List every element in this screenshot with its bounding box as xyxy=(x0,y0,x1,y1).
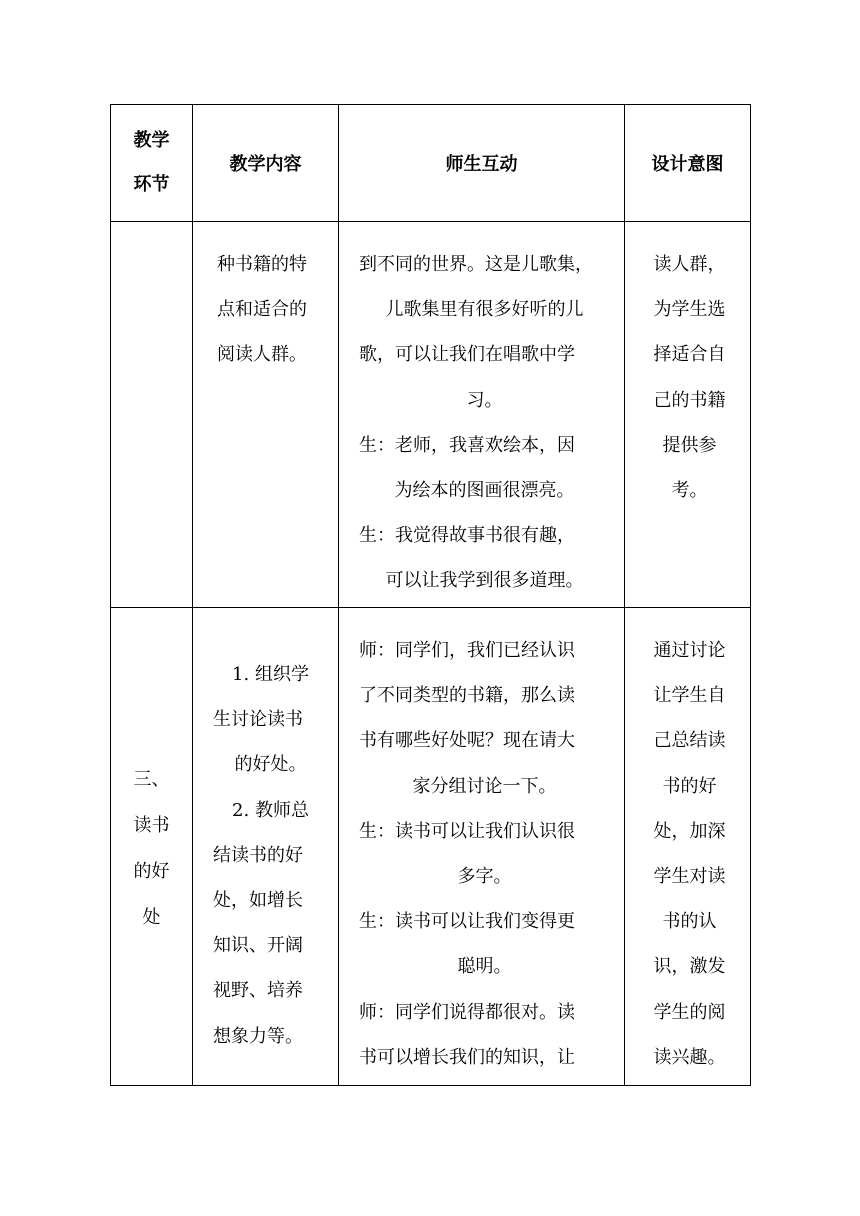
row1-interaction-line: 生：老师，我喜欢绘本，因 xyxy=(359,434,575,456)
row2-stage-line: 的好 xyxy=(133,860,170,882)
row2-stage-cell xyxy=(111,608,193,1086)
row2-intent-line: 识，激发 xyxy=(653,956,726,978)
row2-stage-line: 处 xyxy=(142,906,161,928)
row1-content-line: 种书籍的特 xyxy=(217,254,307,275)
row2-intent-line: 书的认 xyxy=(662,911,717,933)
row2-interaction-line: 聪明。 xyxy=(457,956,512,978)
row2-stage-line: 三、 xyxy=(133,768,170,790)
row2-intent-line: 让学生自 xyxy=(653,685,726,707)
row2-interaction-line: 师：同学们说得都很对。读 xyxy=(359,1001,575,1023)
row2-interaction-line: 书有哪些好处呢？现在请大 xyxy=(359,730,575,752)
header-content: 教学内容 xyxy=(193,105,339,222)
row1-intent-line: 己的书籍 xyxy=(653,389,726,411)
row1-content-cell xyxy=(193,222,339,608)
header-stage-line1: 教学 xyxy=(133,130,170,151)
row2-stage-line: 读书 xyxy=(133,814,170,836)
row2-interaction-line: 了不同类型的书籍，那么读 xyxy=(359,685,575,707)
row1-interaction-cell xyxy=(339,222,625,608)
row1-interaction-line: 习。 xyxy=(466,389,503,411)
row2-content-cell xyxy=(193,608,339,1086)
row1-intent-line: 择适合自 xyxy=(653,344,726,366)
table-row xyxy=(111,222,751,608)
row2-content-line: 结读书的好 xyxy=(213,844,303,866)
row1-intent-line: 考。 xyxy=(671,480,708,502)
row2-intent-cell xyxy=(625,608,751,1086)
header-stage-line2: 环节 xyxy=(133,174,170,195)
row2-interaction-line: 书可以增长我们的知识，让 xyxy=(359,1046,575,1068)
row2-intent-line: 处，加深 xyxy=(653,820,726,842)
row2-intent-line: 通过讨论 xyxy=(653,640,726,661)
row2-interaction-line: 师：同学们，我们已经认识 xyxy=(359,640,575,661)
header-stage xyxy=(111,105,193,222)
header-row xyxy=(111,105,751,222)
row2-intent-line: 学生对读 xyxy=(653,866,726,888)
header-intent: 设计意图 xyxy=(625,105,751,222)
row2-interaction-line: 生：读书可以让我们变得更 xyxy=(359,911,575,933)
header-interaction: 师生互动 xyxy=(339,105,625,222)
row2-interaction-cell xyxy=(339,608,625,1086)
row1-intent-cell xyxy=(625,222,751,608)
row1-content-line: 点和适合的 xyxy=(217,299,307,321)
row1-interaction-line: 生：我觉得故事书很有趣， xyxy=(359,525,575,547)
row2-content-line: 处，如增长 xyxy=(213,890,303,912)
row1-interaction-line: 到不同的世界。这是儿歌集， xyxy=(359,254,593,275)
row2-interaction-line: 生：读书可以让我们认识很 xyxy=(359,820,575,842)
row2-intent-line: 书的好 xyxy=(662,775,717,797)
row2-intent-line: 学生的阅 xyxy=(653,1001,726,1023)
row2-content-line: 生讨论读书 xyxy=(213,709,303,731)
row2-content-line: 的好处。 xyxy=(234,754,307,776)
row2-content-line: 想象力等。 xyxy=(213,1025,303,1047)
row2-interaction-line: 家分组讨论一下。 xyxy=(412,775,557,797)
row1-interaction-line: 歌，可以让我们在唱歌中学 xyxy=(359,344,575,366)
row2-content-line: 2. 教师总 xyxy=(232,799,309,821)
lesson-plan-table xyxy=(110,104,751,1086)
row1-interaction-line: 为绘本的图画很漂亮。 xyxy=(394,480,575,502)
row1-intent-line: 为学生选 xyxy=(653,299,726,321)
row2-content-line: 视野、培养 xyxy=(213,980,303,1002)
row2-content-line: 知识、开阔 xyxy=(213,935,303,957)
row1-stage-cell xyxy=(111,222,193,608)
row1-intent-line: 提供参 xyxy=(662,434,717,456)
row1-interaction-line: 可以让我学到很多道理。 xyxy=(385,570,584,592)
row1-interaction-line: 儿歌集里有很多好听的儿 xyxy=(385,299,584,321)
row2-content-line: 1. 组织学 xyxy=(232,664,309,685)
row1-intent-line: 读人群， xyxy=(653,254,726,275)
row2-intent-line: 己总结读 xyxy=(653,730,726,752)
row2-intent-line: 读兴趣。 xyxy=(653,1046,726,1068)
row1-content-line: 阅读人群。 xyxy=(217,344,307,366)
row2-interaction-line: 多字。 xyxy=(457,866,512,888)
table-row xyxy=(111,608,751,1086)
